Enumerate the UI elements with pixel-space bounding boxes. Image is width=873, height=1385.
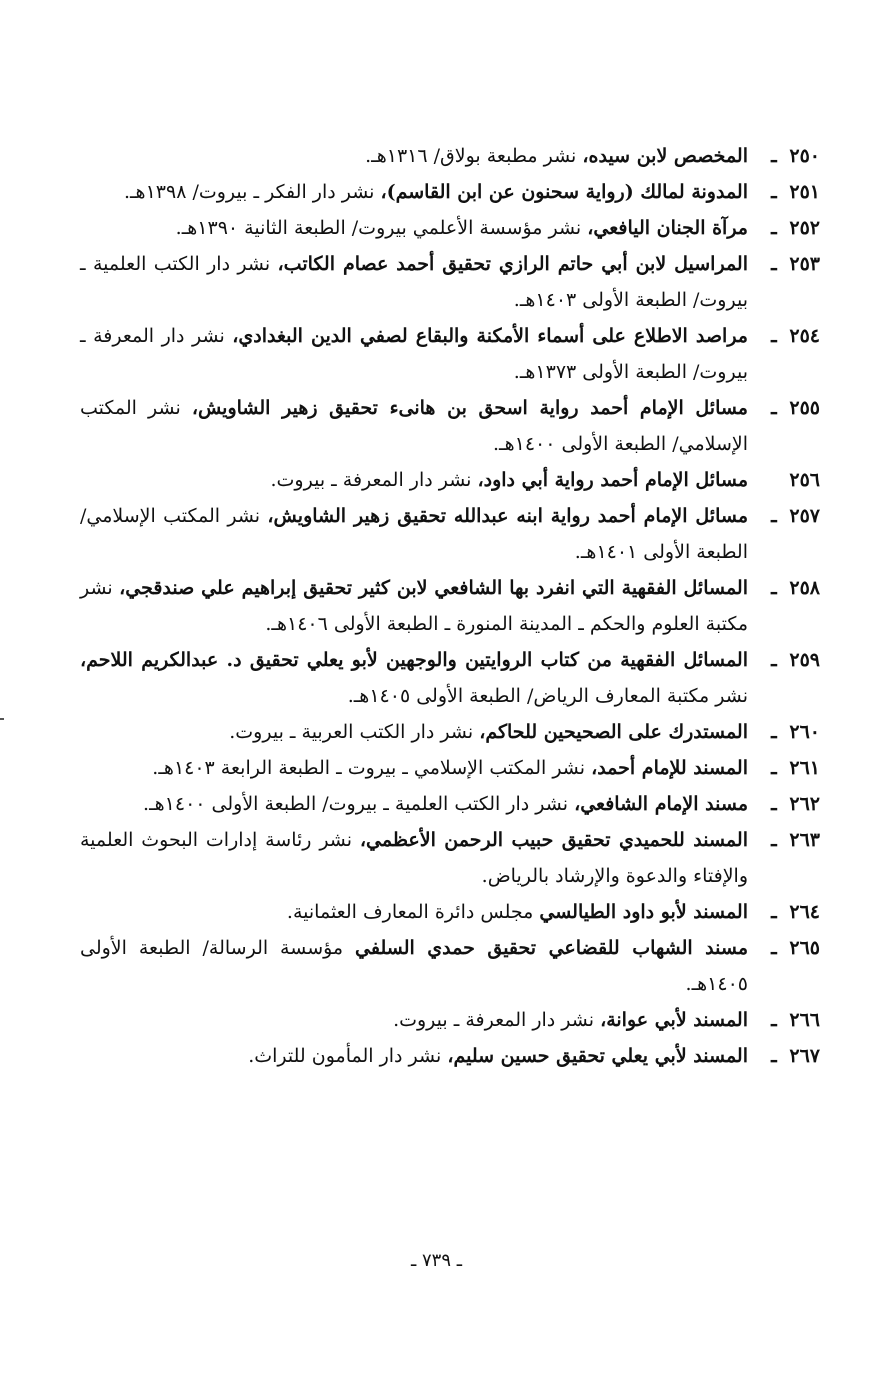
publisher-info: نشر المكتب الإسلامي/ الطبعة الأولى ١٤٠٠هـ. (80, 397, 748, 455)
bibliography-entry-263 (80, 822, 820, 894)
entry-number: ٢٦٥ ـ (771, 937, 820, 959)
bibliography-entry-254 (80, 318, 820, 390)
bibliography-entry-257 (80, 498, 820, 570)
publisher-info: نشر دار المأمون للتراث. (248, 1045, 448, 1067)
bibliography-entry-261 (80, 750, 820, 786)
entry-text (80, 174, 748, 210)
book-title: المسند لأبي عوانة، (600, 1009, 748, 1031)
entry-text (80, 786, 748, 822)
bibliography-entry-266 (80, 1002, 820, 1038)
publisher-info: نشر دار الكتب العلمية ـ بيروت/ الطبعة الأولى ١٤٠٣هـ. (80, 253, 748, 311)
entry-number: ٢٦٤ ـ (771, 901, 820, 923)
entry-text (80, 498, 748, 570)
entry-text (80, 1002, 748, 1038)
entry-number: ٢٦١ ـ (771, 757, 820, 779)
book-title: المسند للإمام أحمد، (591, 757, 748, 779)
book-title: المدونة لمالك (رواية سحنون عن ابن القاسم)، (380, 181, 748, 203)
bibliography-entry-262 (80, 786, 820, 822)
bibliography-entry-267 (80, 1038, 820, 1074)
bibliography-entry-253 (80, 246, 820, 318)
book-title: مسائل الإمام أحمد رواية اسحق بن هانىء تحقيق زهير الشاويش، (191, 397, 748, 419)
publisher-info: نشر مؤسسة الأعلمي بيروت/ الطبعة الثانية ١٣٩٠هـ. (175, 217, 588, 239)
publisher-info: مؤسسة الرسالة/ الطبعة الأولى ١٤٠٥هـ. (80, 937, 748, 995)
bibliography-entry-255 (80, 390, 820, 462)
entry-text (80, 1038, 748, 1074)
entry-text (80, 642, 748, 714)
entry-number: ٢٥٤ ـ (771, 325, 820, 347)
entry-text (80, 750, 748, 786)
publisher-info: مجلس دائرة المعارف العثمانية. (286, 901, 540, 923)
book-title: المستدرك على الصحيحين للحاكم، (479, 721, 748, 743)
entry-text (80, 894, 748, 930)
book-title: المخصص لابن سيده، (582, 145, 748, 167)
book-title: مراصد الاطلاع على أسماء الأمكنة والبقاع لصفي الدين البغدادي، (232, 325, 748, 347)
entry-number: ٢٦٦ ـ (771, 1009, 820, 1031)
bibliography-entry-264 (80, 894, 820, 930)
publisher-info: نشر المكتب الإسلامي ـ بيروت ـ الطبعة الرابعة ١٤٠٣هـ. (152, 757, 592, 779)
publisher-info: نشر مطبعة بولاق/ ١٣١٦هـ. (365, 145, 583, 167)
entry-text (80, 138, 748, 174)
book-title: المسائل الفقهية التي انفرد بها الشافعي لابن كثير تحقيق إبراهيم علي صندقجي، (119, 577, 749, 599)
entry-text (80, 822, 748, 894)
publisher-info: نشر دار الكتب العربية ـ بيروت. (229, 721, 480, 743)
publisher-info: نشر مكتبة المعارف الرياض/ الطبعة الأولى ١٤٠٥هـ. (347, 685, 748, 707)
publisher-info: نشر مكتبة العلوم والحكم ـ المدينة المنورة ـ الطبعة الأولى ١٤٠٦هـ. (80, 577, 748, 635)
entry-text (80, 390, 748, 462)
publisher-info: نشر دار المعرفة ـ بيروت. (270, 469, 478, 491)
bibliography-entry-258 (80, 570, 820, 642)
bibliography-entry-252 (80, 210, 820, 246)
entry-text (80, 570, 748, 642)
book-title: المسند لأبي يعلي تحقيق حسين سليم، (447, 1045, 748, 1067)
page-number: ـ ٧٣٩ ـ (410, 1250, 462, 1271)
entry-number: ٢٦٠ ـ (771, 721, 820, 743)
publisher-info: نشر دار الفكر ـ بيروت/ ١٣٩٨هـ. (123, 181, 381, 203)
entry-number: ٢٦٧ ـ (771, 1045, 820, 1067)
publisher-info: نشر المكتب الإسلامي/ الطبعة الأولى ١٤٠١هـ. (80, 505, 748, 563)
book-title: المراسيل لابن أبي حاتم الرازي تحقيق أحمد عصام الكاتب، (277, 253, 748, 275)
entry-number: ٢٥١ ـ (771, 181, 820, 203)
entry-number: ٢٥٠ ـ (771, 145, 820, 167)
book-title: مسائل الإمام أحمد رواية ابنه عبدالله تحقيق زهير الشاويش، (267, 505, 749, 527)
bibliography-entry-259 (80, 642, 820, 714)
entry-text (80, 210, 748, 246)
publisher-info: نشر دار الكتب العلمية ـ بيروت/ الطبعة الأولى ١٤٠٠هـ. (143, 793, 575, 815)
book-title: مسند الشهاب للقضاعي تحقيق حمدي السلفي (355, 937, 749, 959)
entry-number: ٢٥٥ ـ (771, 397, 820, 419)
bibliography-entry-251 (80, 174, 820, 210)
margin-mark (0, 718, 4, 720)
entry-text (80, 246, 748, 318)
book-title: المسند للحميدي تحقيق حبيب الرحمن الأعظمي، (359, 829, 748, 851)
entry-number: ٢٥٢ ـ (771, 217, 820, 239)
entry-text (80, 930, 748, 1002)
bibliography-list (80, 138, 820, 1074)
book-title: مسائل الإمام أحمد رواية أبي داود، (477, 469, 748, 491)
bibliography-entry-260 (80, 714, 820, 750)
book-title: مرآة الجنان اليافعي، (587, 217, 748, 239)
entry-text (80, 318, 748, 390)
bibliography-entry-250 (80, 138, 820, 174)
entry-number: ٢٥٩ ـ (771, 649, 820, 671)
entry-number: ٢٥٦ (789, 469, 820, 491)
entry-number: ٢٦٣ ـ (771, 829, 820, 851)
bibliography-entry-256 (80, 462, 820, 498)
publisher-info: نشر دار المعرفة ـ بيروت/ الطبعة الأولى ١٣٧٣هـ. (80, 325, 748, 383)
entry-number: ٢٦٢ ـ (771, 793, 820, 815)
entry-text (80, 462, 748, 498)
entry-number: ٢٥٧ ـ (771, 505, 820, 527)
book-title: المسند لأبو داود الطيالسي (539, 901, 748, 923)
bibliography-entry-265 (80, 930, 820, 1002)
publisher-info: نشر رئاسة إدارات البحوث العلمية والإفتاء والدعوة والإرشاد بالرياض. (80, 829, 748, 887)
book-title: مسند الإمام الشافعي، (574, 793, 748, 815)
book-title: المسائل الفقهية من كتاب الروايتين والوجهين لأبو يعلي تحقيق د. عبدالكريم اللاحم، (80, 649, 749, 671)
entry-text (80, 714, 748, 750)
entry-number: ٢٥٣ ـ (771, 253, 820, 275)
publisher-info: نشر دار المعرفة ـ بيروت. (393, 1009, 601, 1031)
entry-number: ٢٥٨ ـ (771, 577, 820, 599)
